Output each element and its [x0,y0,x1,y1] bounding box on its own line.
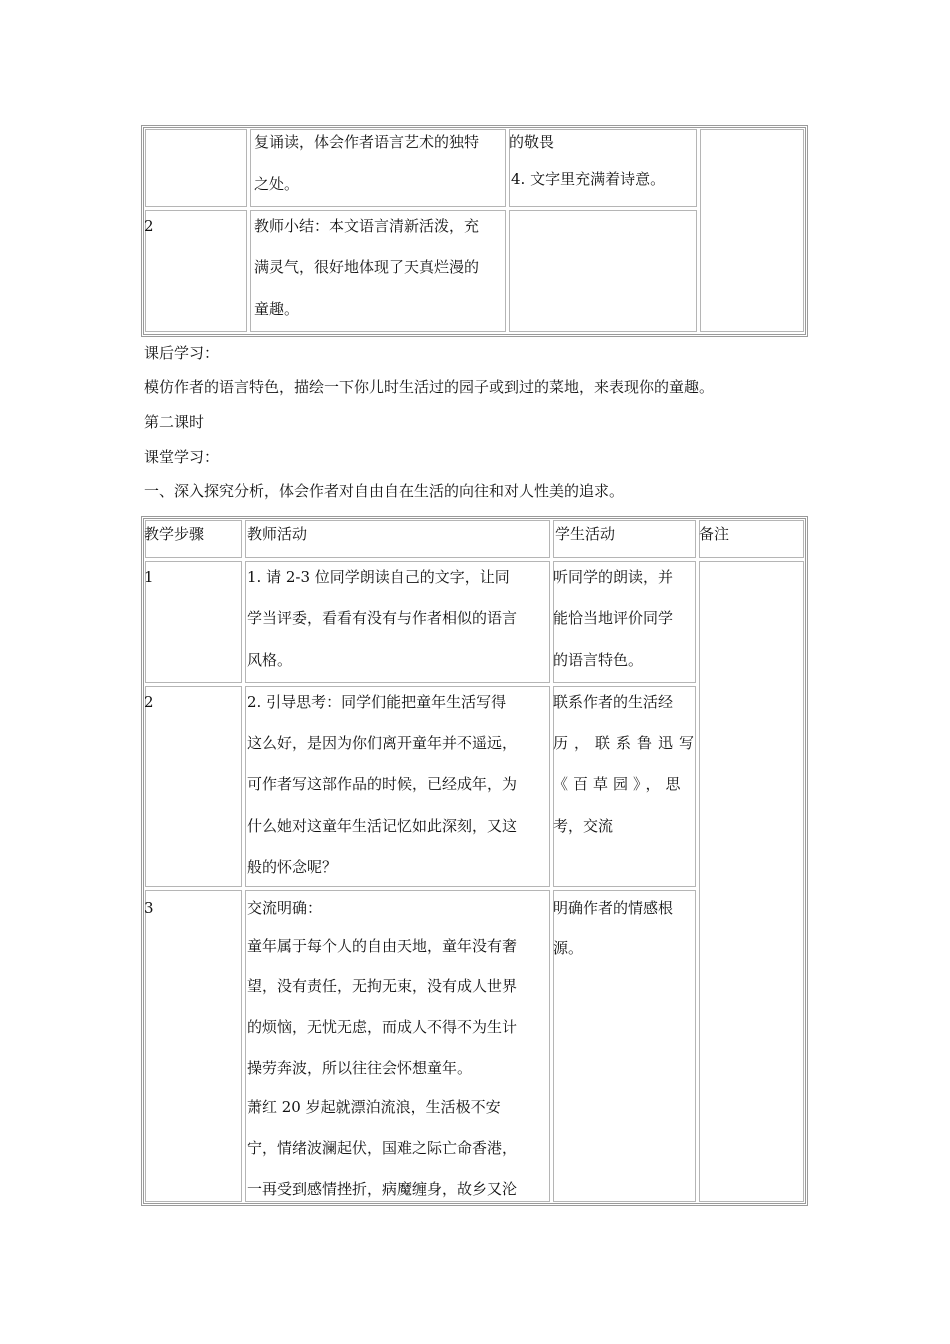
table-cell [145,890,242,1202]
table-cell [145,210,247,332]
header-notes: 备注 [699,525,730,543]
row-3-teacher-line-4: 的烦恼，无忧无虑，而成人不得不为生计 [247,1018,518,1036]
table-cell [553,890,696,1202]
row-1-teacher-line-3: 风格。 [247,651,293,669]
after-class-heading: 课后学习： [144,344,220,362]
row-2-teacher-line-1: 2. 引导思考：同学们能把童年生活写得 [247,693,507,711]
header-teacher-activity: 教师活动 [247,525,308,543]
table-row-1-student-line-2: 4. 文字里充满着诗意。 [511,170,666,188]
row-3-teacher-line-7: 宁，情绪波澜起伏，国难之际亡命香港， [247,1139,518,1157]
after-class-task: 模仿作者的语言特色，描绘一下你儿时生活过的园子或到过的菜地，来表现你的童趣。 [144,378,715,396]
table-row-2-teacher-line-1: 教师小结：本文语言清新活泼，充 [254,217,480,235]
row-3-teacher-line-2: 童年属于每个人的自由天地，童年没有奢 [247,937,518,955]
header-teaching-steps: 教学步骤 [144,525,205,543]
row-1-student-line-3: 的语言特色。 [553,651,644,669]
classroom-heading: 课堂学习： [144,448,220,466]
table-cell [145,129,247,207]
row-3-teacher-line-8: 一再受到感情挫折，病魔缠身，故乡又沦 [247,1180,518,1198]
row-2-student-line-4: 考，交流 [553,817,614,835]
row-2-teacher-line-3: 可作者写这部作品的时候，已经成年，为 [247,775,518,793]
table-row-2-teacher-line-3: 童趣。 [254,300,300,318]
row-3-step: 3 [144,899,154,917]
row-1-teacher-line-2: 学当评委，看看有没有与作者相似的语言 [247,609,518,627]
row-1-student-line-2: 能恰当地评价同学 [553,609,674,627]
table-row-1-teacher-line-2: 之处。 [254,175,300,193]
table-cell [145,561,242,683]
row-2-student-line-1: 联系作者的生活经 [553,693,674,711]
row-3-student-line-2: 源。 [553,939,584,957]
row-2-teacher-line-5: 般的怀念呢？ [247,858,338,876]
row-3-teacher-line-5: 操劳奔波，所以往往会怀想童年。 [247,1059,473,1077]
row-3-teacher-line-1: 交流明确： [247,899,323,917]
table-cell [700,129,804,332]
table-cell [509,210,697,332]
row-3-student-line-1: 明确作者的情感根 [553,899,674,917]
row-2-student-line-2: 历，联系鲁迅写 [553,734,701,752]
table-cell [699,561,804,1202]
row-2-teacher-line-4: 什么她对这童年生活记忆如此深刻，又这 [247,817,518,835]
table-row-2-step: 2 [144,217,154,235]
row-2-student-line-3: 《百草园》，思 [553,775,686,793]
table-row-1-teacher-line-1: 复诵读，体会作者语言艺术的独特 [254,133,480,151]
row-1-step: 1 [144,568,154,586]
row-1-student-line-1: 听同学的朗读，并 [553,568,674,586]
row-2-teacher-line-2: 这么好，是因为你们离开童年并不遥远， [247,734,518,752]
table-row-2-teacher-line-2: 满灵气，很好地体现了天真烂漫的 [254,258,480,276]
section-1-heading: 一、深入探究分析，体会作者对自由自在生活的向往和对人性美的追求。 [144,482,625,500]
row-3-teacher-line-3: 望，没有责任，无拘无束，没有成人世界 [247,977,518,995]
table-cell [145,686,242,887]
lesson-2-heading: 第二课时 [144,413,205,431]
row-2-step: 2 [144,693,154,711]
row-1-teacher-line-1: 1. 请 2-3 位同学朗读自己的文字，让同 [247,568,510,586]
table-row-1-student-line-1: 的敬畏 [509,133,555,151]
row-3-teacher-line-6: 萧红 20 岁起就漂泊流浪，生活极不安 [247,1098,501,1116]
header-student-activity: 学生活动 [555,525,616,543]
